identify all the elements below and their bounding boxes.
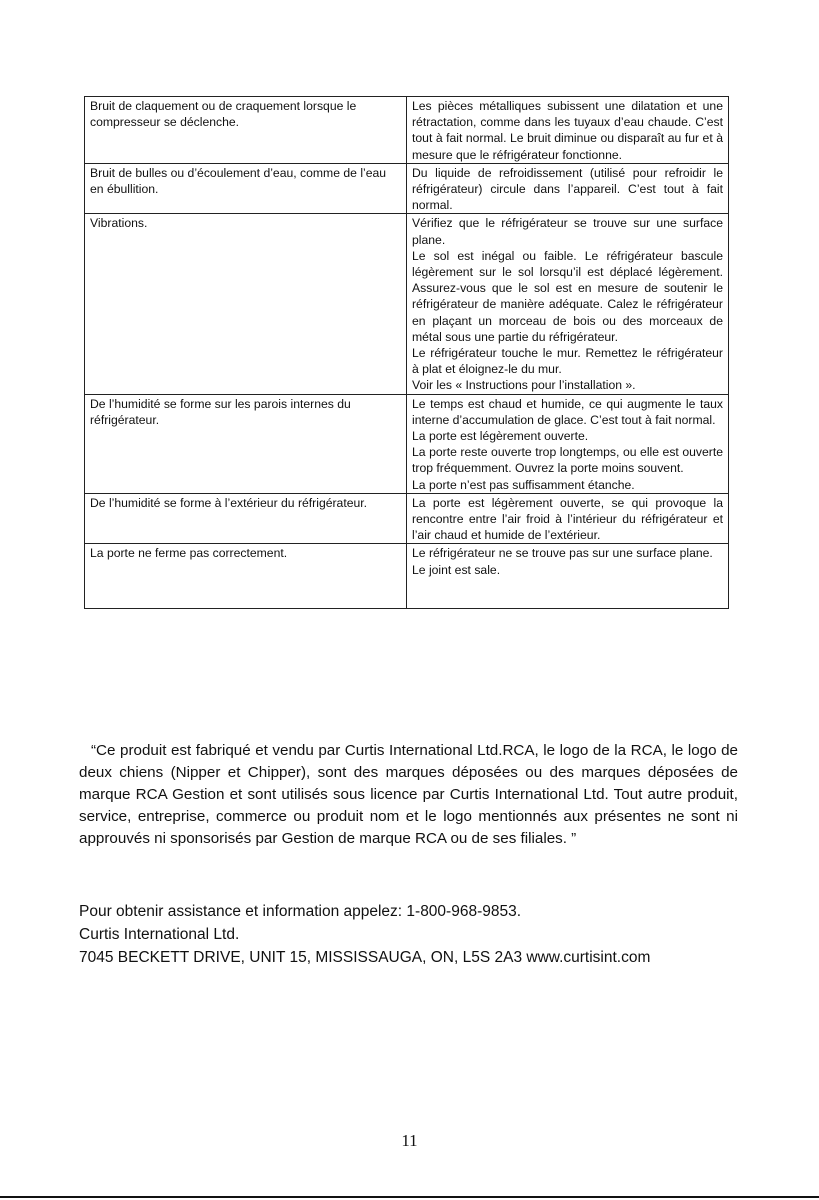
solution-cell	[407, 97, 729, 164]
solution-text: Voir les « Instructions pour l’installation ».	[412, 378, 636, 393]
troubleshooting-table	[84, 96, 729, 609]
solution-text: La porte reste ouverte trop longtemps, ou elle est ouverte trop fréquemment. Ouvrez la porte moins souvent.	[412, 445, 723, 476]
solution-cell	[407, 493, 729, 544]
bottom-divider	[0, 1196, 819, 1198]
table-row	[85, 544, 729, 609]
solution-text: Le réfrigérateur ne se trouve pas sur une surface plane.	[412, 546, 713, 561]
solution-text: Du liquide de refroidissement (utilisé pour refroidir le réfrigérateur) circule dans l’appareil. C’est tout à fait normal.	[412, 165, 723, 213]
solution-text: Les pièces métalliques subissent une dilatation et une rétractation, comme dans les tuyaux d’eau chaude. C’est tout à fait normal. Le bruit diminue ou disparaît au fur et à mesure que le réfrigérateur fonctionne.	[412, 99, 723, 162]
solution-text: Le réfrigérateur touche le mur. Remettez le réfrigérateur à plat et éloignez-le du mur.	[412, 346, 723, 377]
solution-cell	[407, 163, 729, 214]
company-name: Curtis International Ltd.	[79, 926, 240, 943]
solution-text: Le joint est sale.	[412, 562, 501, 577]
page-number: 11	[401, 1131, 418, 1150]
solution-cell	[407, 394, 729, 493]
problem-cell: La porte ne ferme pas correctement.	[85, 544, 407, 609]
problem-cell: De l’humidité se forme sur les parois internes du réfrigérateur.	[85, 394, 407, 493]
problem-cell: De l’humidité se forme à l’extérieur du réfrigérateur.	[85, 493, 407, 544]
solution-cell	[407, 214, 729, 394]
solution-text: La porte est légèrement ouverte.	[412, 429, 589, 444]
solution-cell	[407, 544, 729, 609]
contact-info	[79, 900, 779, 969]
table-row	[85, 163, 729, 214]
problem-cell: Bruit de bulles ou d’écoulement d’eau, comme de l’eau en ébullition.	[85, 163, 407, 214]
solution-text: La porte n’est pas suffisamment étanche.	[412, 477, 635, 492]
table-row	[85, 394, 729, 493]
problem-cell: Vibrations.	[85, 214, 407, 394]
table-row	[85, 214, 729, 394]
solution-text: Le temps est chaud et humide, ce qui augmente le taux interne d’accumulation de glace. C’est tout à fait normal.	[412, 396, 723, 427]
company-address: 7045 BECKETT DRIVE, UNIT 15, MISSISSAUGA, ON, L5S 2A3 www.curtisint.com	[79, 949, 651, 966]
solution-text: Vérifiez que le réfrigérateur se trouve sur une surface plane.	[412, 216, 723, 247]
assistance-line: Pour obtenir assistance et information appelez: 1-800-968-9853.	[79, 903, 522, 920]
solution-text: La porte est légèrement ouverte, se qui provoque la rencontre entre l’air froid à l’intérieur du réfrigérateur et l’air chaud et humide de l’extérieur.	[412, 495, 723, 543]
problem-cell: Bruit de claquement ou de craquement lorsque le compresseur se déclenche.	[85, 97, 407, 164]
trademark-notice: “Ce produit est fabriqué et vendu par Curtis International Ltd.RCA, le logo de la RCA, le logo de deux chiens (Nipper et Chipper), sont des marques déposées ou des marques déposées de marque RCA Gestion et sont utilisés sous licence par Curtis International Ltd. Tout autre produit, service, entreprise, commerce ou produit nom et le logo mentionnés aux présentes ne sont ni approuvés ni sponsorisés par Gestion de marque RCA ou de ses filiales. ”	[79, 742, 738, 847]
table-row	[85, 493, 729, 544]
solution-text: Le sol est inégal ou faible. Le réfrigérateur bascule légèrement sur le sol lorsqu’il est déplacé légèrement. Assurez-vous que le sol est en mesure de soutenir le réfrigérateur de manière adéquate. Calez le réfrigérateur en plaçant un morceau de bois ou des morceaux de métal sous une partie du réfrigérateur.	[412, 248, 723, 344]
table-row	[85, 97, 729, 164]
